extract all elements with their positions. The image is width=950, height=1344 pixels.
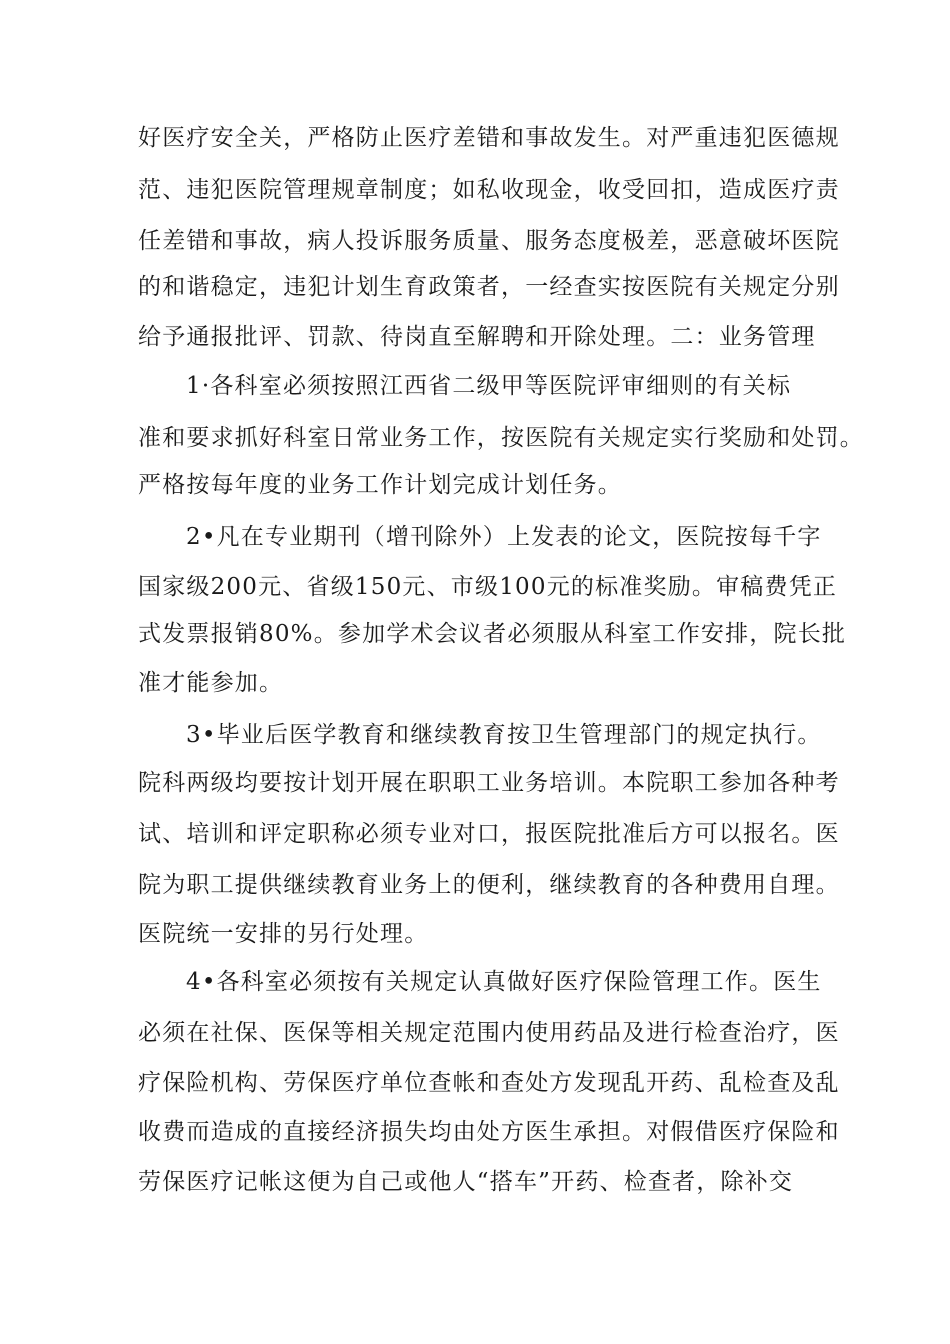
text-line: 给予通报批评、罚款、待岗直至解聘和开除处理。二：业务管理 — [138, 324, 816, 350]
text-line: 国家级200元、省级150元、市级100元的标准奖励。审稿费凭正 — [138, 574, 838, 600]
paragraph-2-first-line: 2•凡在专业期刊（增刊除外）上发表的论文，医院按每千字 — [186, 524, 822, 550]
text-line: 好医疗安全关，严格防止医疗差错和事故发生。对严重违犯医德规 — [138, 125, 840, 151]
text-line: 院科两级均要按计划开展在职职工业务培训。本院职工参加各种考 — [138, 770, 840, 796]
text-line: 试、培训和评定职称必须专业对口，报医院批准后方可以报名。医 — [138, 821, 840, 847]
text-line: 疗保险机构、劳保医疗单位查帐和查处方发现乱开药、乱检查及乱 — [138, 1070, 840, 1096]
text-line: 劳保医疗记帐这便为自己或他人“搭车”开药、检查者，除补交 — [138, 1169, 794, 1195]
text-line: 准和要求抓好科室日常业务工作，按医院有关规定实行奖励和处罚。 — [138, 425, 864, 451]
text-line: 任差错和事故，病人投诉服务质量、服务态度极差，恶意破坏医院 — [138, 228, 840, 254]
text-line: 式发票报销80%。参加学术会议者必须服从科室工作安排，院长批 — [138, 621, 847, 647]
text-line: 医院统一安排的另行处理。 — [138, 921, 429, 947]
text-line: 严格按每年度的业务工作计划完成计划任务。 — [138, 472, 622, 498]
text-line: 必须在社保、医保等相关规定范围内使用药品及进行检查治疗，医 — [138, 1020, 840, 1046]
text-line: 的和谐稳定，违犯计划生育政策者，一经查实按医院有关规定分别 — [138, 274, 840, 300]
paragraph-4-first-line: 4•各科室必须按有关规定认真做好医疗保险管理工作。医生 — [186, 969, 822, 995]
text-line: 范、违犯医院管理规章制度；如私收现金，收受回扣，造成医疗责 — [138, 177, 840, 203]
text-line: 收费而造成的直接经济损失均由处方医生承担。对假借医疗保险和 — [138, 1119, 840, 1145]
text-line: 准才能参加。 — [138, 670, 284, 696]
text-line: 院为职工提供继续教育业务上的便利，继续教育的各种费用自理。 — [138, 872, 840, 898]
paragraph-1-first-line: 1·各科室必须按照江西省二级甲等医院评审细则的有关标 — [186, 373, 792, 399]
paragraph-3-first-line: 3•毕业后医学教育和继续教育按卫生管理部门的规定执行。 — [186, 722, 822, 748]
